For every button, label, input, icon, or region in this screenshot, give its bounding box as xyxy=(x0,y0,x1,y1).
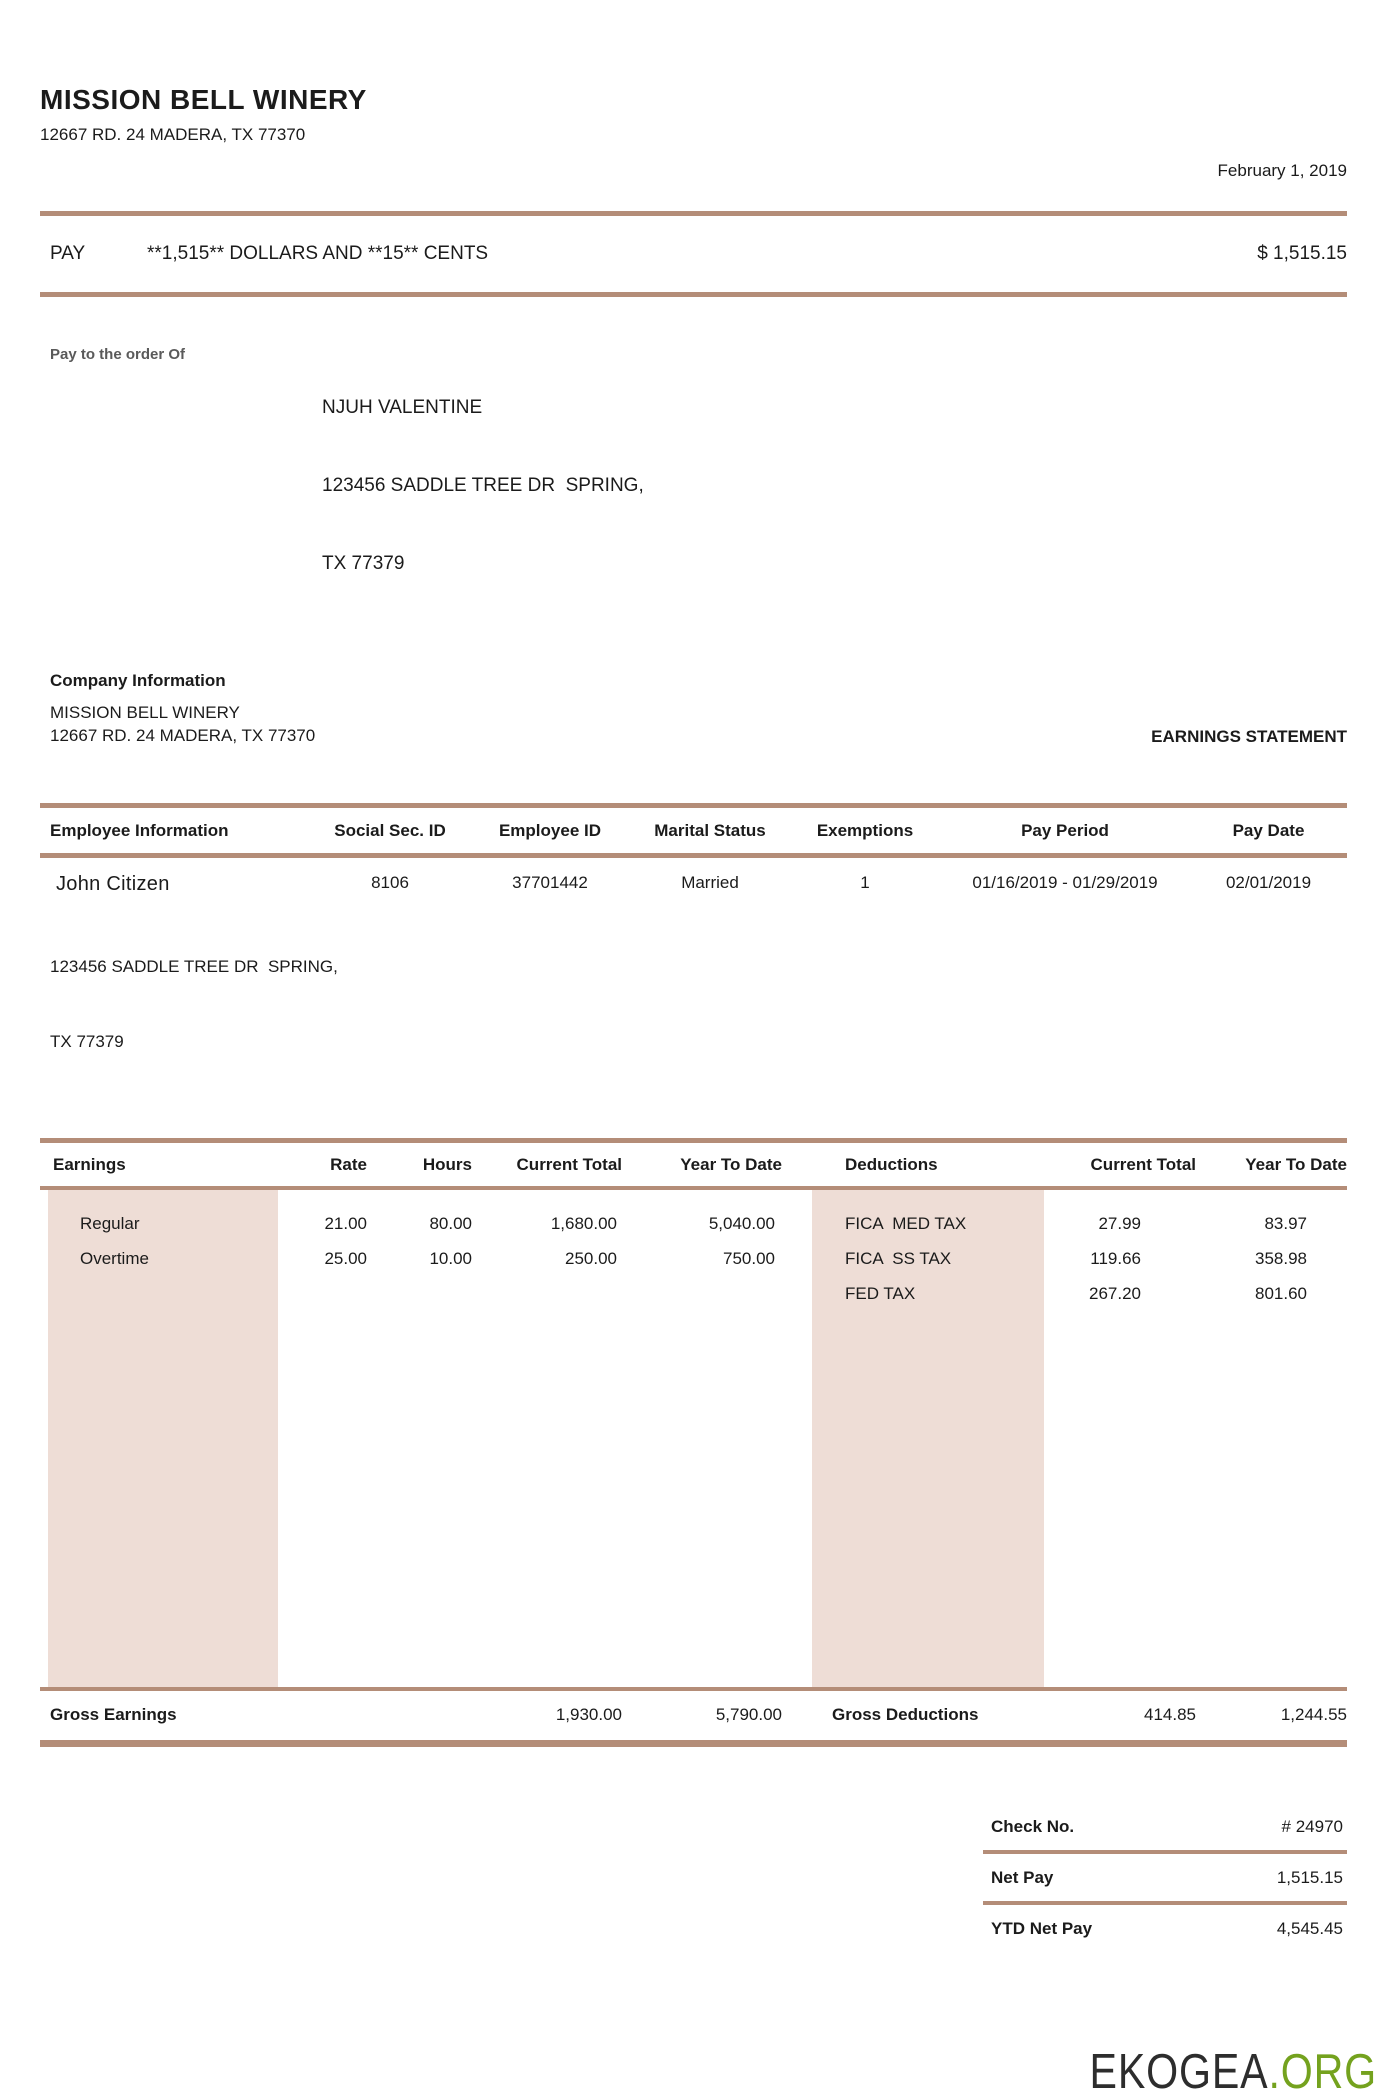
payee-address-line1: 123456 SADDLE TREE DR SPRING, xyxy=(322,475,644,496)
divider xyxy=(40,292,1347,297)
summary-row-net-pay xyxy=(983,1854,1347,1905)
earnings-table-body xyxy=(40,1190,1347,1687)
col-gap xyxy=(782,1691,812,1740)
col-header-ded-year-to-date: Year To Date xyxy=(1245,1155,1347,1174)
table-row xyxy=(40,1276,1347,1311)
employee-table-row xyxy=(40,858,1347,896)
empty-cell xyxy=(40,1276,275,1311)
summary-row-check-no xyxy=(983,1803,1347,1854)
gross-deductions-label: Gross Deductions xyxy=(832,1705,979,1724)
table-row xyxy=(40,1206,1347,1241)
col-gap xyxy=(782,1143,812,1186)
col-header-rate: Rate xyxy=(330,1155,367,1174)
col-header-deductions: Deductions xyxy=(845,1155,938,1174)
col-header-employee-info: Employee Information xyxy=(50,821,229,840)
company-info-name: MISSION BELL WINERY xyxy=(50,703,240,722)
deduction-current: 27.99 xyxy=(1098,1214,1141,1233)
employee-address-line2: TX 77379 xyxy=(50,1032,124,1051)
empty-cell xyxy=(472,1276,622,1311)
col-gap xyxy=(782,1276,812,1311)
deduction-name: FED TAX xyxy=(845,1284,916,1303)
gross-deductions-ytd: 1,244.55 xyxy=(1280,1705,1347,1724)
earnings-table-header xyxy=(40,1143,1347,1190)
col-header-current-total: Current Total xyxy=(516,1155,622,1174)
earning-current: 1,680.00 xyxy=(550,1214,617,1233)
check-summary xyxy=(983,1803,1347,1952)
earnings-statement-label: EARNINGS STATEMENT xyxy=(1151,727,1347,746)
employee-id: 37701442 xyxy=(512,873,588,892)
payee-address-line2: TX 77379 xyxy=(322,553,405,574)
statement-date: February 1, 2019 xyxy=(1217,161,1347,180)
pay-to-order-label: Pay to the order Of xyxy=(50,346,186,363)
col-gap xyxy=(782,1241,812,1276)
employee-table-header xyxy=(40,808,1347,858)
employee-name: John Citizen xyxy=(56,873,170,895)
empty-cell xyxy=(275,1276,367,1311)
company-info-address: 12667 RD. 24 MADERA, TX 77370 xyxy=(50,726,316,745)
employee-address-line1: 123456 SADDLE TREE DR SPRING, xyxy=(50,957,338,976)
earning-ytd: 5,040.00 xyxy=(708,1214,775,1233)
earning-current: 250.00 xyxy=(565,1249,617,1268)
employee-table xyxy=(40,803,1347,1118)
summary-row-ytd-net-pay xyxy=(983,1905,1347,1952)
company-address: 12667 RD. 24 MADERA, TX 77370 xyxy=(40,125,306,144)
col-header-pay-date: Pay Date xyxy=(1232,821,1305,840)
employee-exemptions: 1 xyxy=(860,873,870,892)
col-header-pay-period: Pay Period xyxy=(1021,821,1109,840)
footer-logo xyxy=(254,2044,1377,2100)
check-no-value: # 24970 xyxy=(1281,1817,1343,1836)
deduction-name: FICA MED TAX xyxy=(845,1214,967,1233)
employee-ssn: 8106 xyxy=(371,873,409,892)
payee-name: NJUH VALENTINE xyxy=(322,397,483,418)
brand-name: EKOGEA xyxy=(1089,2045,1269,2099)
deduction-ytd: 801.60 xyxy=(1255,1284,1307,1303)
gross-deductions-current: 414.85 xyxy=(1144,1705,1196,1724)
empty-cell xyxy=(275,1691,367,1740)
earning-hours: 80.00 xyxy=(429,1214,472,1233)
col-gap xyxy=(782,1206,812,1241)
employee-pay-period: 01/16/2019 - 01/29/2019 xyxy=(972,873,1158,892)
employee-marital-status: Married xyxy=(681,873,739,892)
earning-name: Regular xyxy=(80,1214,140,1233)
earnings-deductions-table xyxy=(40,1138,1347,1747)
net-pay-label: Net Pay xyxy=(991,1868,1054,1887)
deduction-current: 119.66 xyxy=(1090,1249,1141,1268)
pay-row xyxy=(40,216,1347,292)
earning-rate: 21.00 xyxy=(324,1214,367,1233)
ytd-net-pay-label: YTD Net Pay xyxy=(991,1919,1093,1938)
col-header-marital-status: Marital Status xyxy=(654,821,766,840)
col-header-ssn: Social Sec. ID xyxy=(334,821,446,840)
earning-rate: 25.00 xyxy=(324,1249,367,1268)
empty-cell xyxy=(622,1276,782,1311)
deduction-ytd: 83.97 xyxy=(1264,1214,1307,1233)
col-header-exemptions: Exemptions xyxy=(816,821,914,840)
col-header-hours: Hours xyxy=(422,1155,472,1174)
deduction-name: FICA SS TAX xyxy=(845,1249,952,1268)
check-no-label: Check No. xyxy=(991,1817,1075,1836)
col-header-year-to-date: Year To Date xyxy=(680,1155,782,1174)
company-info-block xyxy=(40,671,1151,747)
table-row xyxy=(40,1241,1347,1276)
pay-amount-words: **1,515** DOLLARS AND **15** CENTS xyxy=(147,243,489,264)
earning-ytd: 750.00 xyxy=(723,1249,775,1268)
gross-earnings-ytd: 5,790.00 xyxy=(715,1705,782,1724)
page-title: MISSION BELL WINERY xyxy=(40,84,367,115)
company-info-section xyxy=(40,671,1347,747)
gross-totals-row xyxy=(40,1687,1347,1747)
payee-address-block xyxy=(322,343,644,629)
earning-hours: 10.00 xyxy=(429,1249,472,1268)
earning-name: Overtime xyxy=(80,1249,149,1268)
employee-address xyxy=(40,896,1347,1118)
gross-earnings-label: Gross Earnings xyxy=(50,1705,177,1724)
empty-cell xyxy=(367,1691,472,1740)
col-header-ded-current-total: Current Total xyxy=(1090,1155,1196,1174)
pay-amount-numeric: $ 1,515.15 xyxy=(1257,243,1347,264)
payee-section xyxy=(40,343,1347,629)
employee-pay-date: 02/01/2019 xyxy=(1225,873,1312,892)
gross-earnings-current: 1,930.00 xyxy=(555,1705,622,1724)
ytd-net-pay-value: 4,545.45 xyxy=(1276,1919,1343,1938)
company-info-heading: Company Information xyxy=(50,671,226,690)
deduction-ytd: 358.98 xyxy=(1255,1249,1307,1268)
net-pay-value: 1,515.15 xyxy=(1276,1868,1343,1887)
pay-label: PAY xyxy=(50,243,86,264)
col-header-earnings: Earnings xyxy=(53,1155,126,1174)
col-header-employee-id: Employee ID xyxy=(498,821,602,840)
empty-cell xyxy=(367,1276,472,1311)
paystub-page xyxy=(0,84,1400,2100)
brand-suffix: .ORG xyxy=(1268,2045,1377,2099)
deduction-current: 267.20 xyxy=(1089,1284,1141,1303)
